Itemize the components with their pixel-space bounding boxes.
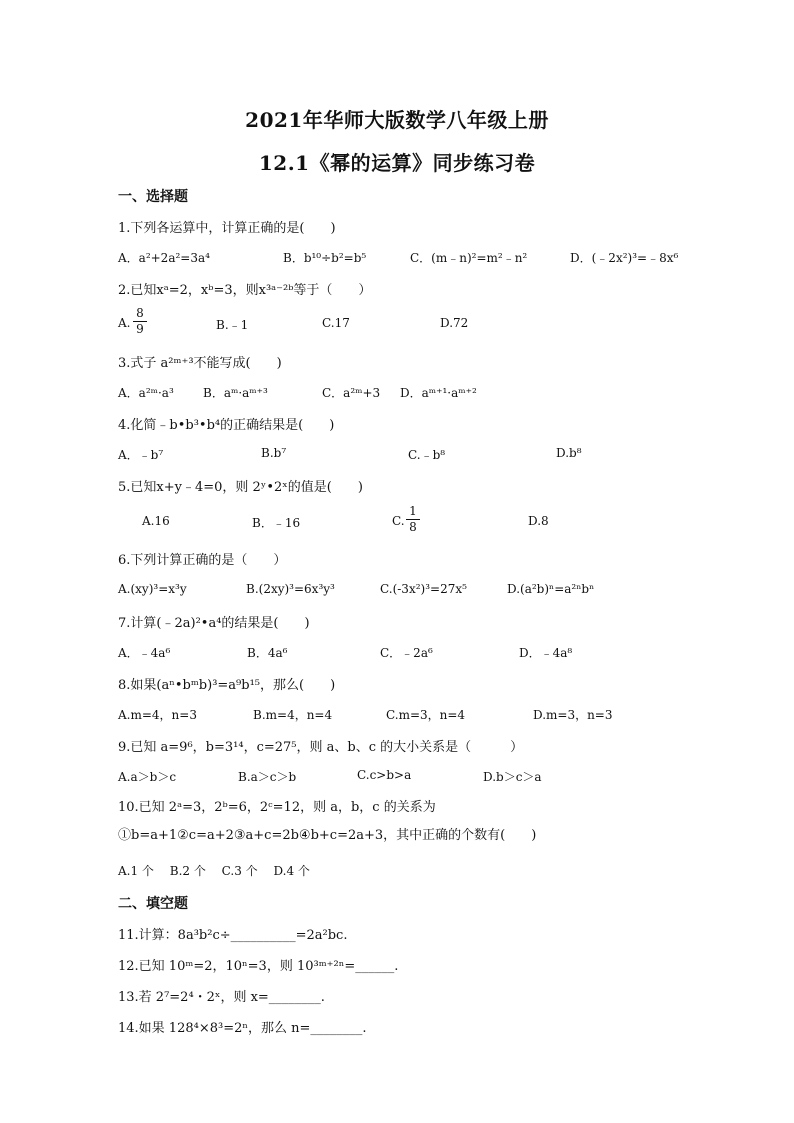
question-5-option-c-label: C. — [392, 514, 405, 528]
question-9-stem: 9.已知 a=9⁶，b=3¹⁴，c=27⁵，则 a、b、c 的大小关系是（ ） — [118, 740, 524, 755]
question-9-option-a: A.a＞b＞c — [118, 770, 177, 784]
question-5-option-d: D.8 — [528, 514, 549, 528]
question-8-option-a: A.m=4，n=3 — [118, 708, 197, 722]
question-4-option-d: D.b⁸ — [556, 446, 582, 460]
question-6-option-c: C.(-3x²)³=27x⁵ — [380, 582, 467, 596]
question-14: 14.如果 128⁴×8³=2ⁿ，那么 n=________. — [118, 1021, 367, 1036]
question-1-option-c: C．(m﹣n)²=m²﹣n² — [410, 251, 528, 265]
question-6-option-a: A.(xy)³=x³y — [118, 582, 187, 596]
question-4-option-b: B.b⁷ — [261, 446, 287, 460]
question-1-stem: 1.下列各运算中，计算正确的是( ) — [118, 221, 336, 236]
question-5-option-b: B．﹣16 — [252, 516, 301, 530]
question-2-option-a-label: A. — [118, 316, 131, 330]
question-8-option-d: D.m=3，n=3 — [533, 708, 613, 722]
question-1-option-a: A．a²+2a²=3a⁴ — [118, 251, 210, 265]
question-1-option-b: B．b¹⁰÷b²=b⁵ — [283, 251, 367, 265]
question-7-option-a: A．﹣4a⁶ — [118, 646, 171, 660]
question-4-option-a: A．﹣b⁷ — [118, 448, 164, 462]
question-5-option-c-fraction — [406, 504, 420, 535]
question-3-option-b: B．aᵐ·aᵐ⁺³ — [203, 386, 268, 400]
question-3-option-c: C．a²ᵐ+3 — [322, 386, 381, 400]
question-6-option-b: B.(2xy)³=6x³y³ — [246, 582, 335, 596]
question-8-option-b: B.m=4，n=4 — [253, 708, 333, 722]
question-8-option-c: C.m=3，n=4 — [386, 708, 466, 722]
fraction-denominator: 9 — [136, 322, 144, 336]
question-9-option-c: C.c>b>a — [357, 768, 412, 782]
question-5-stem: 5.已知x+y﹣4=0，则 2ʸ•2ˣ的值是( ) — [118, 480, 363, 495]
question-2-stem: 2.已知xᵃ=2，xᵇ=3，则x³ᵃ⁻²ᵇ等于（ ） — [118, 283, 372, 298]
question-8-stem: 8.如果(aⁿ•bᵐb)³=a⁹b¹⁵，那么( ) — [118, 678, 336, 693]
question-4-option-c: C.﹣b⁸ — [408, 448, 446, 462]
fraction-denominator: 8 — [409, 520, 417, 534]
question-2-option-a-fraction — [133, 306, 147, 337]
question-6-stem: 6.下列计算正确的是（ ） — [118, 553, 287, 568]
question-2-option-d: D.72 — [440, 316, 469, 330]
question-3-stem: 3.式子 a²ᵐ⁺³不能写成( ) — [118, 356, 282, 371]
question-11: 11.计算：8a³b²c÷__________=2a²bc. — [118, 928, 348, 943]
question-12: 12.已知 10ᵐ=2，10ⁿ=3，则 10³ᵐ⁺²ⁿ=______. — [118, 959, 399, 974]
section-fill-in: 二、填空题 — [118, 896, 188, 912]
worksheet-subtitle: 12.1《幂的运算》同步练习卷 — [258, 151, 536, 175]
question-3-option-a: A．a²ᵐ·a³ — [118, 386, 174, 400]
question-4-stem: 4.化简﹣b•b³•b⁴的正确结果是( ) — [118, 418, 335, 433]
question-10-options: A.1 个 B.2 个 C.3 个 D.4 个 — [118, 864, 310, 878]
question-2-option-c: C.17 — [322, 316, 350, 330]
question-13: 13.若 2⁷=2⁴・2ˣ，则 x=________. — [118, 990, 325, 1005]
section-multiple-choice: 一、选择题 — [118, 189, 188, 205]
question-3-option-d: D．aᵐ⁺¹·aᵐ⁺² — [400, 386, 477, 400]
question-7-stem: 7.计算(﹣2a)²•a⁴的结果是( ) — [118, 616, 310, 631]
question-10-stem: 10.已知 2ᵃ=3，2ᵇ=6，2ᶜ=12，则 a，b，c 的关系为①b=a+1②c=a+2③a+c=2b④b+c=2a+3，其中正确的个数有( ) — [118, 800, 537, 843]
question-7-option-d: D．﹣4a⁸ — [519, 646, 573, 660]
question-9-option-d: D.b＞c＞a — [483, 770, 542, 784]
question-6-option-d: D.(a²b)ⁿ=a²ⁿbⁿ — [507, 582, 595, 596]
worksheet-title: 2021年华师大版数学八年级上册 — [245, 108, 549, 132]
fraction-numerator: 8 — [133, 306, 147, 322]
question-9-option-b: B.a＞c＞b — [238, 770, 297, 784]
question-7-option-c: C．﹣2a⁶ — [380, 646, 433, 660]
question-2-option-b: B.﹣1 — [216, 318, 249, 332]
fraction-numerator: 1 — [406, 504, 420, 520]
question-5-option-a: A.16 — [142, 514, 170, 528]
question-7-option-b: B．4a⁶ — [247, 646, 288, 660]
question-1-option-d: D．(﹣2x²)³=﹣8x⁶ — [570, 251, 679, 265]
